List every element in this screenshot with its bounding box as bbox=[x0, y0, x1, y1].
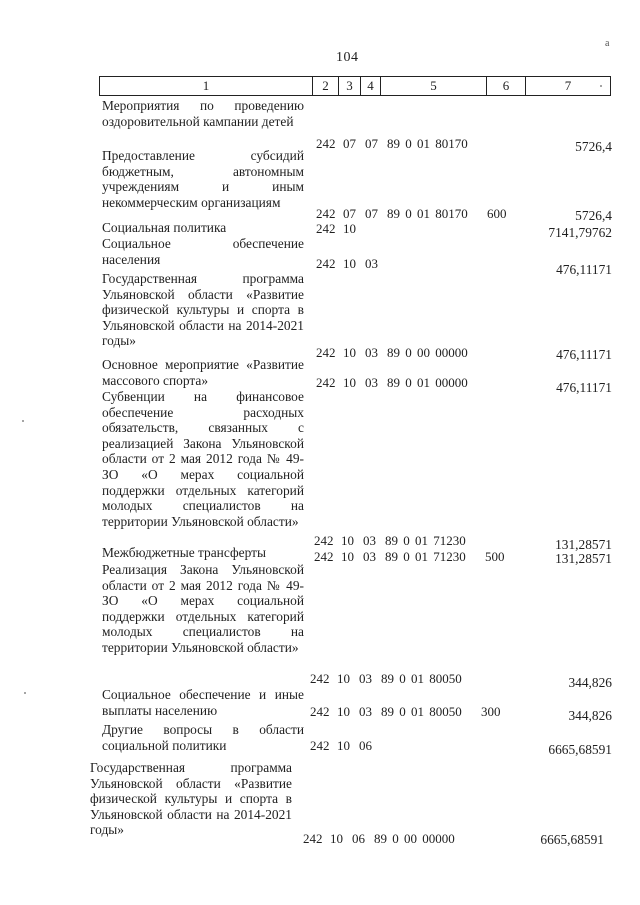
code-ved: 242 bbox=[303, 831, 323, 846]
code-rz: 10 bbox=[343, 256, 356, 271]
row-codes bbox=[310, 704, 511, 720]
code-ved: 242 bbox=[316, 136, 336, 151]
code-rz: 10 bbox=[337, 738, 350, 753]
code-pr: 06 bbox=[352, 831, 365, 846]
code-pr: 07 bbox=[365, 136, 378, 151]
code-pr: 03 bbox=[363, 533, 376, 548]
code-cs: 89 0 01 71230 bbox=[385, 549, 466, 564]
row-amount: 476,11171 bbox=[556, 262, 612, 277]
code-cs: 89 0 01 80170 bbox=[387, 136, 468, 151]
code-ved: 242 bbox=[310, 738, 330, 753]
code-ved: 242 bbox=[316, 345, 336, 360]
row-name: Социальное обеспечение населения bbox=[102, 236, 304, 267]
row-name: Государственная программа Ульяновской области «Развитие физической культуры и спорта в Ульяновской области на 2014-2021 годы» bbox=[90, 760, 292, 838]
row-codes bbox=[316, 375, 517, 391]
code-cs: 89 0 01 80170 bbox=[387, 206, 468, 221]
code-rz: 07 bbox=[343, 206, 356, 221]
code-pr: 06 bbox=[359, 738, 372, 753]
row-amount: 476,11171 bbox=[556, 380, 612, 395]
code-vr: 600 bbox=[487, 206, 507, 221]
code-ved: 242 bbox=[316, 375, 336, 390]
row-name: Межбюджетные трансферты bbox=[102, 545, 266, 560]
code-pr: 03 bbox=[359, 704, 372, 719]
column-number-header bbox=[99, 76, 611, 96]
row-codes bbox=[310, 738, 511, 754]
code-ved: 242 bbox=[314, 549, 334, 564]
header-col-3: 3 bbox=[339, 77, 361, 95]
row-amount: 5726,4 bbox=[575, 139, 612, 154]
row-amount: 344,826 bbox=[568, 708, 612, 723]
header-col-7: 7 bbox=[564, 78, 572, 93]
code-vr: 500 bbox=[485, 549, 505, 564]
code-rz: 10 bbox=[341, 533, 354, 548]
row-amount: 476,11171 bbox=[556, 347, 612, 362]
header-col-5: 5 bbox=[381, 77, 487, 95]
row-amount: 131,28571 bbox=[555, 551, 612, 566]
header-col-6: 6 bbox=[487, 77, 526, 95]
row-amount: 5726,4 bbox=[575, 208, 612, 223]
row-codes bbox=[316, 345, 517, 361]
corner-mark: a bbox=[605, 38, 610, 49]
row-codes bbox=[316, 136, 517, 152]
row-name: Государственная программа Ульяновской области «Развитие физической культуры и спорта в Ульяновской области на 2014-2021 годы» bbox=[102, 271, 304, 349]
code-rz: 10 bbox=[337, 671, 350, 686]
row-name: Мероприятия по проведению оздоровительной кампании детей bbox=[102, 98, 304, 129]
row-name: Другие вопросы в области социальной политики bbox=[102, 722, 304, 753]
code-cs: 89 0 01 80050 bbox=[381, 704, 462, 719]
row-codes bbox=[316, 256, 517, 272]
code-cs: 89 0 00 00000 bbox=[387, 345, 468, 360]
code-ved: 242 bbox=[310, 704, 330, 719]
row-codes bbox=[310, 671, 511, 687]
code-ved: 242 bbox=[310, 671, 330, 686]
code-pr: 03 bbox=[365, 345, 378, 360]
code-pr: 07 bbox=[365, 206, 378, 221]
code-pr: 03 bbox=[365, 256, 378, 271]
code-ved: 242 bbox=[316, 256, 336, 271]
code-vr: 300 bbox=[481, 704, 501, 719]
header-col-4: 4 bbox=[361, 77, 381, 95]
code-rz: 10 bbox=[343, 375, 356, 390]
code-rz: 10 bbox=[330, 831, 343, 846]
row-amount: 6665,68591 bbox=[548, 742, 612, 757]
row-name: Социальная политика bbox=[102, 220, 227, 235]
row-name: Субвенции на финансовое обеспечение расходных обязательств, связанных с реализацией Закона Ульяновской области от 2 мая 2012 года № 49-ЗО «О мерах социальной поддержки отдельных категорий молодых специалистов на территории Ульяновской области» bbox=[102, 389, 304, 529]
row-codes bbox=[314, 533, 515, 549]
page-number: 104 bbox=[336, 50, 359, 65]
code-ved: 242 bbox=[316, 206, 336, 221]
code-rz: 07 bbox=[343, 136, 356, 151]
code-cs: 89 0 01 80050 bbox=[381, 671, 462, 686]
header-col-2: 2 bbox=[313, 77, 339, 95]
row-amount: 131,28571 bbox=[555, 537, 612, 552]
scan-artifact bbox=[24, 692, 26, 694]
row-name: Реализация Закона Ульяновской области от 2 мая 2012 года № 49-ЗО «О мерах социальной поддержки отдельных категорий молодых специалистов на территории Ульяновской области» bbox=[102, 562, 304, 655]
row-name: Предоставление субсидий бюджетным, автономным учреждениям и иным некоммерческим организациям bbox=[102, 148, 304, 210]
code-pr: 03 bbox=[365, 375, 378, 390]
code-rz: 10 bbox=[343, 221, 356, 236]
code-cs: 89 0 01 71230 bbox=[385, 533, 466, 548]
row-amount: 7141,79762 bbox=[548, 225, 612, 240]
row-amount: 344,826 bbox=[568, 675, 612, 690]
row-name: Социальное обеспечение и иные выплаты населению bbox=[102, 687, 304, 718]
code-ved: 242 bbox=[314, 533, 334, 548]
code-ved: 242 bbox=[316, 221, 336, 236]
row-codes bbox=[314, 549, 515, 565]
code-pr: 03 bbox=[363, 549, 376, 564]
code-rz: 10 bbox=[341, 549, 354, 564]
code-cs: 89 0 00 00000 bbox=[374, 831, 455, 846]
code-rz: 10 bbox=[337, 704, 350, 719]
row-name: Основное мероприятие «Развитие массового спорта» bbox=[102, 357, 304, 388]
code-rz: 10 bbox=[343, 345, 356, 360]
row-amount: 6665,68591 bbox=[540, 832, 604, 847]
header-col-1: 1 bbox=[100, 77, 313, 95]
row-codes bbox=[303, 831, 504, 847]
code-cs: 89 0 01 00000 bbox=[387, 375, 468, 390]
row-codes bbox=[316, 221, 517, 237]
row-codes bbox=[316, 206, 517, 222]
scan-artifact bbox=[22, 420, 24, 422]
code-pr: 03 bbox=[359, 671, 372, 686]
